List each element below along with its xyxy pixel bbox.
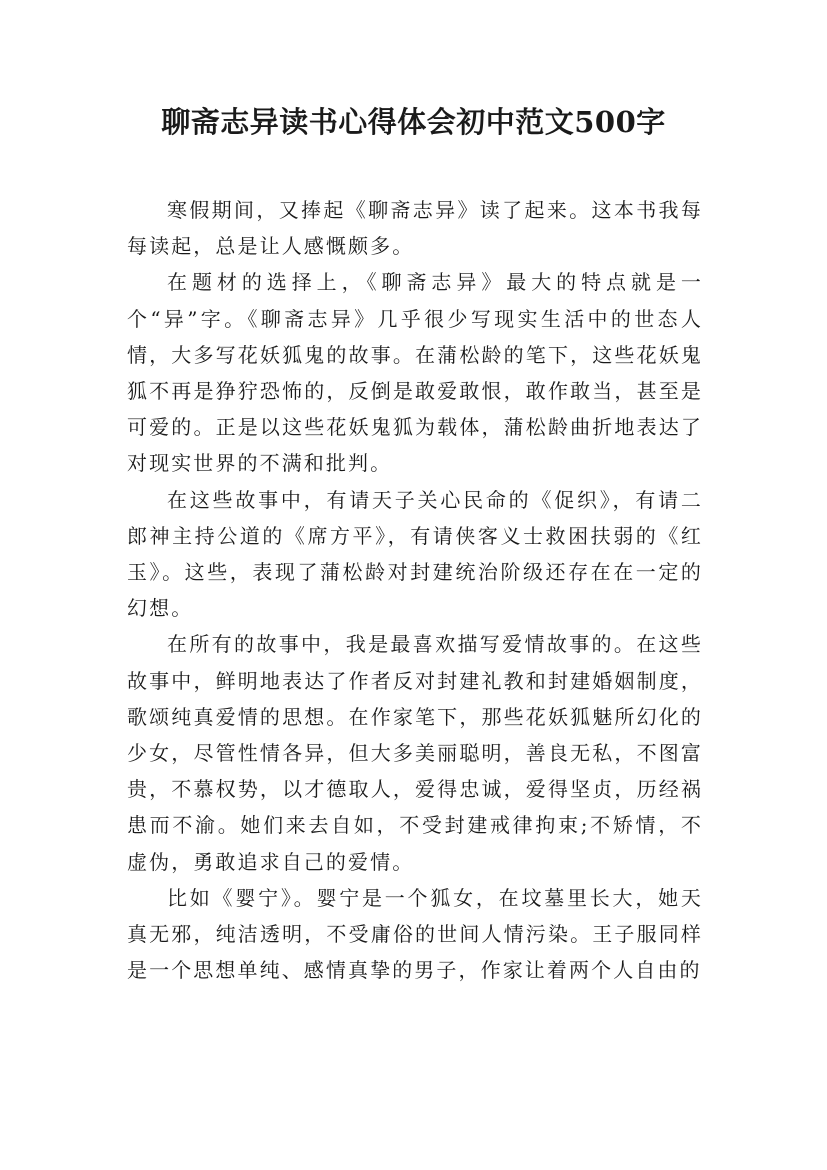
paragraph: 在所有的故事中，我是最喜欢描写爱情故事的。在这些故事中，鲜明地表达了作者反对封建礼教和封建婚姻制度，歌颂纯真爱情的思想。在作家笔下，那些花妖狐魅所幻化的少女，尽管性情各异，但大多美丽聪明，善良无私，不图富贵，不慕权势，以才德取人，爱得忠诚，爱得坚贞，历经祸患而不渝。她们来去自如，不受封建戒律拘束;不矫情，不虚伪，勇敢追求自己的爱情。 xyxy=(127,632,703,874)
paragraph: 在题材的选择上，《聊斋志异》最大的特点就是一个“异”字。《聊斋志异》几乎很少写现实生活中的世态人情，大多写花妖狐鬼的故事。在蒲松龄的笔下，这些花妖鬼狐不再是狰狞恐怖的，反倒是敢爱敢恨，敢作敢当，甚至是可爱的。正是以这些花妖鬼狐为载体，蒲松龄曲折地表达了对现实世界的不满和批判。 xyxy=(127,270,703,476)
document-title: 聊斋志异读书心得体会初中范文500字 xyxy=(161,105,666,139)
paragraph: 在这些故事中，有请天子关心民命的《促织》，有请二郎神主持公道的《席方平》，有请侠客义士救困扶弱的《红玉》。这些，表现了蒲松龄对封建统治阶级还存在在一定的幻想。 xyxy=(127,487,703,621)
paragraph: 比如《婴宁》。婴宁是一个狐女，在坟墓里长大，她天真无邪，纯洁透明，不受庸俗的世间人情污染。王子服同样是一个思想单纯、感情真挚的男子，作家让着两个人自由的 xyxy=(127,885,703,983)
paragraph: 寒假期间，又捧起《聊斋志异》读了起来。这本书我每每读起，总是让人感慨颇多。 xyxy=(127,198,703,259)
document-body xyxy=(127,192,703,988)
